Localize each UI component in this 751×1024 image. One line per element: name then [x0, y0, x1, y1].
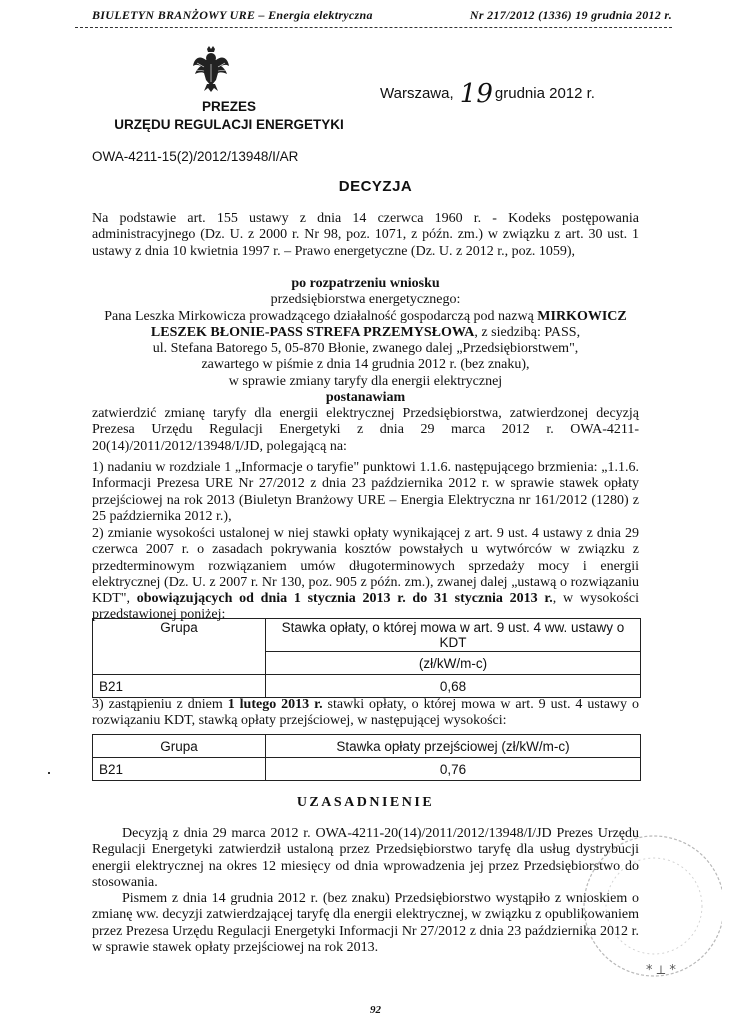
cell-group: B21 [93, 675, 266, 698]
review-line-2-text: Pana Leszka Mirkowicza prowadzącego działalność gospodarczą pod nazwą [104, 308, 538, 324]
review-line-3-text: , z siedzibą: PASS, [474, 324, 581, 340]
header-rate: Stawka opłaty, o której mowa w art. 9 ust. 4 ww. ustawy o KDT [266, 619, 641, 652]
table-header-row [93, 619, 641, 652]
table-row [93, 675, 641, 698]
rate-table-kdt [92, 618, 641, 698]
company-name-part-1: MIRKOWICZ [537, 308, 627, 324]
header-rate: Stawka opłaty przejściowej (zł/kW/m-c) [266, 735, 641, 758]
table-header-row [93, 735, 641, 758]
review-line-2 [92, 309, 639, 325]
document-title: DECYZJA [338, 178, 413, 195]
page-number: 92 [370, 1004, 381, 1016]
place: Warszawa, [380, 85, 454, 102]
resolve-heading: postanawiam [325, 390, 406, 406]
cell-value: 0,76 [266, 758, 641, 781]
justification-paragraph-2: Pismem z dnia 14 grudnia 2012 r. (bez znaku) Przedsiębiorstwo wystąpiło z wnioskiem o zmianę ww. decyzji zatwierdzającej taryfę dla energii elektrycznej, w związku z opublikowaniem przez Prezesa Urzędu Regulacji Energetyki Informacji Nr 27/2012 z dnia 23 października 2012 r. w sprawie stawek opłaty przejściowej na rok 2013. [92, 891, 639, 955]
review-line-3 [92, 325, 639, 341]
review-line-5: zawartego w piśmie z dnia 14 grudnia 2012 r. (bez znaku), [201, 357, 530, 373]
eagle-emblem-icon [192, 46, 230, 92]
point-3-date: 1 lutego 2013 r. [227, 697, 323, 712]
issue-info: Nr 217/2012 (1336) 19 grudnia 2012 r. [469, 8, 672, 22]
scan-speck [48, 772, 50, 774]
official-stamp-icon [572, 820, 722, 988]
point-2-tail: , w wysokości przedstawionej poniżej: [92, 591, 639, 623]
point-3 [92, 697, 639, 730]
svg-text:* ⟂ *: * ⟂ * [646, 963, 676, 978]
review-line-4: ul. Stefana Batorego 5, 05-870 Błonie, zwanego dalej „Przedsiębiorstwem", [152, 341, 579, 357]
justification-heading: UZASADNIENIE [296, 795, 435, 810]
authority-line-2: URZĘDU REGULACJI ENERGETYKI [114, 117, 344, 132]
table-row [93, 758, 641, 781]
cell-group: B21 [93, 758, 266, 781]
resolve-text: zatwierdzić zmianę taryfy dla energii elektrycznej Przedsiębiorstwa, zatwierdzonej decyzją Prezesa Urzędu Regulacji Energetyki z dnia 29 marca 2012 r. OWA-4211-20(14)/2011/2012/13948/I/JD, polegającą na: [92, 406, 639, 454]
justification-paragraph-1: Decyzją z dnia 29 marca 2012 r. OWA-4211-20(14)/2011/2012/13948/I/JD Prezes Urzędu Regulacji Energetyki zatwierdził ustaloną przez Przedsiębiorstwo taryfę dla usług dystrybucji energii elektrycznej na okres 12 miesięcy od dnia wprowadzenia jej przez Przedsiębiorstwo do stosowania. [92, 826, 639, 890]
header-divider [75, 27, 672, 28]
point-2-text: 2) zmianie wysokości ustalonej w niej stawki opłaty wynikającej z art. 9 ust. 4 ustawy z dnia 29 czerwca 2007 r. o zasadach pokrywania kosztów powstałych u wytwórców w związku z przedterminowym rozwiązaniem umów długoterminowych sprzedaży mocy i energii elektrycznej (Dz. U. z 2007 r. Nr 130, poz. 905 z późn. zm.), zwanej dalej „ustawą o rozwiązaniu KDT", [92, 526, 639, 607]
cell-value: 0,68 [266, 675, 641, 698]
date-rest: grudnia 2012 r. [494, 85, 595, 102]
authority-line-1: PREZES [201, 99, 256, 114]
review-heading: po rozpatrzeniu wniosku [291, 276, 440, 291]
point-2-period: obowiązujących od dnia 1 stycznia 2013 r. do 31 stycznia 2013 r. [136, 591, 553, 607]
rate-table-transition [92, 734, 641, 781]
journal-title: BIULETYN BRANŻOWY URE – Energia elektryczna [92, 8, 373, 22]
header-group: Grupa [93, 735, 266, 758]
review-line-6: w sprawie zmiany taryfy dla energii elektrycznej [228, 373, 503, 389]
point-3-post: stawki opłaty, o której mowa w art. 9 ust. 4 ustawy o rozwiązaniu KDT, stawką opłaty przejściowej, w następującej wysokości: [92, 697, 640, 729]
point-1: 1) nadaniu w rozdziale 1 „Informacje o taryfie" punktowi 1.1.6. następującego brzmienia: „1.1.6. Informacji Prezesa URE Nr 27/2012 z dnia 23 października 2012 r. w sprawie stawek opłaty przejściowej na rok 2013 (Biuletyn Branżowy URE – Energia Elektryczna nr 161/2012 (1280) z 25 października 2012 r.), [92, 460, 639, 524]
header-rate-unit: (zł/kW/m-c) [266, 652, 641, 675]
place-date [380, 79, 595, 109]
handwritten-day: 19 [459, 79, 493, 109]
issuing-authority [110, 98, 348, 134]
review-block [92, 276, 639, 406]
review-line-1: przedsiębiorstwa energetycznego: [270, 292, 461, 308]
header-group: Grupa [93, 619, 266, 675]
company-name-part-2: LESZEK BŁONIE-PASS STREFA PRZEMYSŁOWA [150, 324, 475, 340]
point-3-text: 3) zastąpieniu z dniem [92, 697, 228, 712]
case-signature: OWA-4211-15(2)/2012/13948/I/AR [92, 149, 299, 164]
point-2 [92, 526, 639, 624]
legal-basis: Na podstawie art. 155 ustawy z dnia 14 czerwca 1960 r. - Kodeks postępowania administracyjnego (Dz. U. z 2000 r. Nr 98, poz. 1071, z późn. zm.) w związku z art. 30 ust. 1 ustawy z dnia 10 kwietnia 1997 r. – Prawo energetyczne (Dz. U. z 2012 r., poz. 1059), [92, 211, 639, 259]
